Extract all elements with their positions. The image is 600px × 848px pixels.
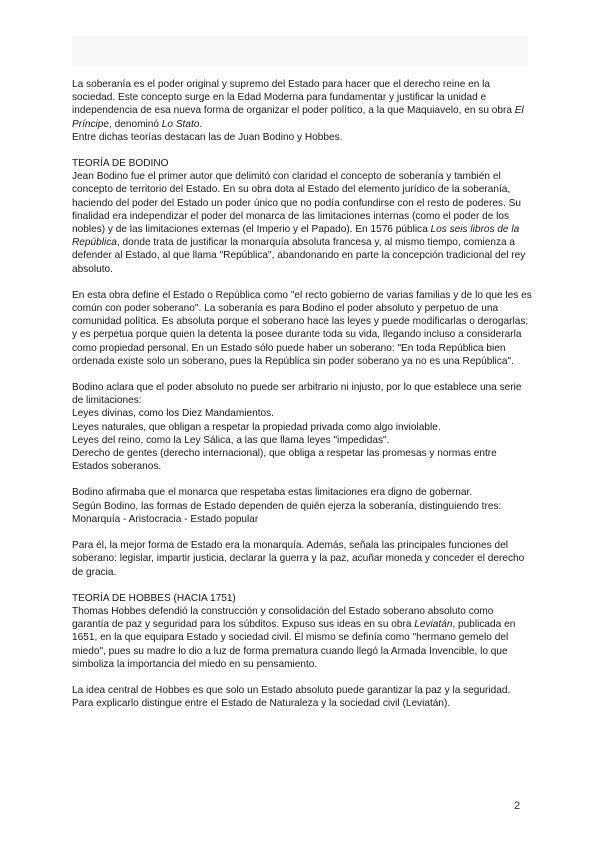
term-lo-stato: Lo Stato bbox=[161, 118, 200, 130]
work-title-leviatan: Leviatán bbox=[414, 619, 453, 631]
bodino-text: , donde trata de justificar la monarquía absoluta francesa y, al mismo tiempo, comienza a defender al Estado, al que llama "República", abandonando en parte la concepción tradicional del rey absoluto. bbox=[72, 237, 526, 275]
intro-paragraph-2: Entre dichas teorías destacan las de Juan Bodino y Hobbes. bbox=[72, 131, 343, 143]
intro-text: La soberanía es el poder original y supremo del Estado para hacer que el derecho reine en la sociedad. Este concepto surge en la Edad Moderna para fundamentar y justificar la unidad e independencia de esa nueva forma de organizar el poder político, a la que Maquiavelo, en su obra bbox=[72, 79, 515, 117]
hobbes-paragraph-1 bbox=[72, 605, 532, 671]
document-body bbox=[72, 78, 532, 710]
limit-item: Leyes del reino, como la Ley Sálica, a las que llama leyes "impedidas". bbox=[72, 434, 390, 446]
work-title-el-principe: El Príncipe bbox=[72, 105, 524, 130]
bodino-text: Jean Bodino fue el primer autor que delimitó con claridad el concepto de soberanía y también el concepto de territorio del Estado. En su obra dota al Estado del elemento jurídico de la soberanía, haciendo del poder del Estado un poder único que no podía confundirse con el resto de poderes. Su finalidad era independizar el poder del monarca de las limitaciones internas (como el poder de los nobles) y de las limitaciones externas (el Imperio y el Papado). En 1576 pública bbox=[72, 171, 521, 236]
forms-of-state: Monarquía - Aristocracia - Estado popular bbox=[72, 513, 259, 525]
page-header-band bbox=[72, 36, 528, 66]
page-number: 2 bbox=[514, 800, 521, 812]
bodino-paragraph-7: Para él, la mejor forma de Estado era la monarquía. Además, señala las principales funciones del soberano: legislar, impartir justicia, declarar la guerra y la paz, acuñar moneda y conceder el derecho de gracia. bbox=[72, 540, 525, 578]
bodino-paragraph-2: En esta obra define el Estado o República como "el recto gobierno de varias familias y de lo que les es común con poder soberano". La soberanía es para Bodino el poder absoluto y perpetuo de una comunidad política. Es absoluta porque el soberano hace las leyes y puede modificarlas o derogarlas; y es perpetua porque quien la detenta la posee durante toda su vida, llegando incluso a considerarla como propiedad personal. En un Estado sólo puede haber un soberano: "En toda República bien ordenada existe solo un soberano, pues la República sin poder soberano ya no es una República". bbox=[72, 289, 532, 367]
section-heading-bodino: TEORÍA DE BODINO bbox=[72, 158, 169, 170]
hobbes-text: , publicada en 1651, en la que equipara Estado y sociedad civil. Él mismo se definía como "hermano gemelo del miedo", pues su madre lo dio a luz de forma prematura cuando llegó la Armada Invencible, lo que simboliza la importancia del miedo en su pensamiento. bbox=[72, 619, 516, 670]
work-title-seis-libros: Los seis libros de la República bbox=[72, 224, 520, 249]
hobbes-paragraph-2: La idea central de Hobbes es que solo un Estado absoluto puede garantizar la paz y la seguridad. Para explicarlo distingue entre el Estado de Naturaleza y la sociedad civil (Leviatán). bbox=[72, 684, 511, 710]
bodino-paragraph-5: Según Bodino, las formas de Estado dependen de quién ejerza la soberanía, distinguiendo tres: bbox=[72, 500, 502, 512]
bodino-paragraph-1 bbox=[72, 170, 532, 276]
bodino-paragraph-3: Bodino aclara que el poder absoluto no puede ser arbitrario ni injusto, por lo que establece una serie de limitaciones: bbox=[72, 382, 522, 407]
limit-item: Leyes divinas, como los Diez Mandamientos. bbox=[72, 408, 274, 420]
intro-paragraph bbox=[72, 78, 532, 131]
intro-text: . bbox=[199, 118, 203, 130]
bodino-paragraph-4: Bodino afirmaba que el monarca que respetaba estas limitaciones era digno de gobernar. bbox=[72, 487, 473, 499]
limit-item: Leyes naturales, que obligan a respetar la propiedad privada como algo inviolable. bbox=[72, 421, 441, 433]
intro-text: , denominó bbox=[109, 118, 162, 130]
limit-item: Derecho de gentes (derecho internacional), que obliga a respetar las promesas y normas entre Estados soberanos. bbox=[72, 448, 497, 473]
hobbes-text: Thomas Hobbes defendió la construcción y consolidación del Estado soberano absoluto como garantía de paz y seguridad para los súbditos. Expuso sus ideas en su obra bbox=[72, 605, 494, 631]
section-heading-hobbes: TEORÍA DE HOBBES (HACIA 1751) bbox=[72, 592, 236, 604]
